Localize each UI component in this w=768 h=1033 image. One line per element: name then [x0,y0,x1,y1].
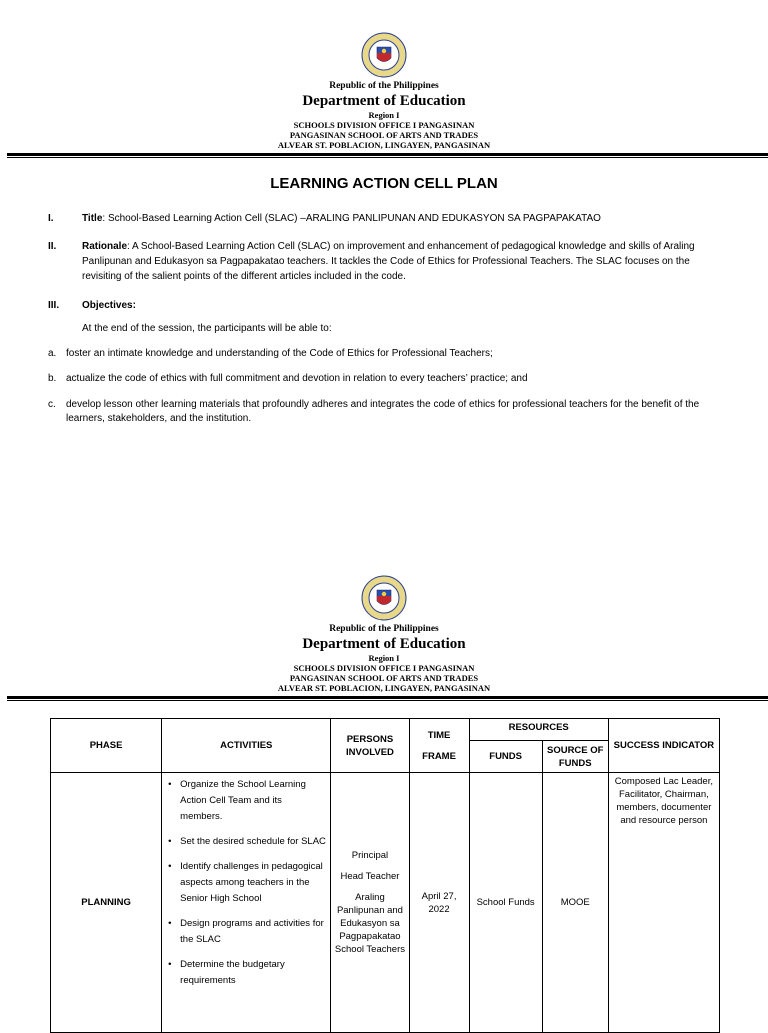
header-time-line1: TIME [427,729,451,741]
list-item: • Set the desired schedule for SLAC [180,834,326,850]
division-line: SCHOOLS DIVISION OFFICE I PANGASINAN [293,663,475,673]
header-source: SOURCE OF FUNDS [542,741,608,773]
section-number: I. [48,213,54,224]
list-item: • Design programs and activities for the SLAC [180,916,326,948]
objective-letter: a. [48,348,57,359]
department-name: Department of Education [302,636,466,652]
deped-seal-icon [361,32,407,78]
header-divider [7,153,768,158]
section-number: II. [48,241,57,252]
objective-text: actualize the code of ethics with full commitment and devotion in relation to every teachers’ practice; and [66,373,528,384]
letterhead-top [0,32,768,150]
objective-letter: b. [48,373,57,384]
success-cell: Composed Lac Leader, Facilitator, Chairman, members, documenter and resource person [608,773,719,1033]
header-time [409,719,469,773]
objective-item [48,398,738,426]
section-label: Rationale [82,241,128,252]
letterhead-page2 [0,575,768,693]
republic-line: Republic of the Philippines [329,81,439,91]
republic-line: Republic of the Philippines [329,624,439,634]
document-title: LEARNING ACTION CELL PLAN [270,175,498,192]
phase-cell: PLANNING [51,773,162,1033]
header-phase: PHASE [51,719,162,773]
activities-list [168,777,326,989]
header-funds: FUNDS [469,741,542,773]
objective-text: foster an intimate knowledge and understanding of the Code of Ethics for Professional Teachers; [66,348,493,359]
address-line: ALVEAR ST. POBLACION, LINGAYEN, PANGASINAN [277,140,491,150]
persons-cell [331,773,409,1033]
header-resources: RESOURCES [469,719,608,741]
header-time-line2: FRAME [422,750,456,762]
list-item: • Determine the budgetary requirements [180,957,326,989]
list-item: • Organize the School Learning Action Cell Team and its members. [180,777,326,825]
deped-seal-icon [361,575,407,621]
address-line: ALVEAR ST. POBLACION, LINGAYEN, PANGASINAN [277,683,491,693]
list-item: • Identify challenges in pedagogical aspects among teachers in the Senior High School [180,859,326,907]
objective-text: develop lesson other learning materials that profoundly adheres and integrates the code of ethics for professional teachers for the benefit of the learners, stakeholders, and the institution. [66,399,700,424]
activities-cell [162,773,331,1033]
objective-item [48,372,738,386]
section-rationale [48,239,728,284]
section-objectives [48,298,728,336]
header-divider [7,696,768,701]
section-label: Title [82,213,103,224]
lac-plan-table [50,718,720,1033]
section-text: : A School-Based Learning Action Cell (SLAC) on improvement and enhancement of pedagogical knowledge and skills of Araling Panlipunan and Edukasyon sa Pagpapakatao teachers. It tackles the Code of Ethics for Professional Teachers. The SLAC focuses on the revisiting of the salient points of the different articles included in the code. [82,241,695,282]
time-cell: April 27, 2022 [409,773,469,1033]
header-success: SUCCESS INDICATOR [608,719,719,773]
region-line: Region I [368,110,400,120]
objective-letter: c. [48,399,56,410]
table-row [51,773,720,1033]
department-name: Department of Education [302,93,466,109]
header-persons: PERSONS INVOLVED [331,719,409,773]
source-cell: MOOE [542,773,608,1033]
section-number: III. [48,300,60,311]
header-activities: ACTIVITIES [162,719,331,773]
school-line: PANGASINAN SCHOOL OF ARTS AND TRADES [289,673,479,683]
funds-cell: School Funds [469,773,542,1033]
person-entry: Principal [351,850,389,861]
objectives-intro: At the end of the session, the participants will be able to: [82,323,332,334]
person-entry: Head Teacher [340,871,400,882]
section-text: : School-Based Learning Action Cell (SLAC) –ARALING PANLIPUNAN AND EDUKASYON SA PAGPAPAKATAO [102,213,601,224]
school-line: PANGASINAN SCHOOL OF ARTS AND TRADES [289,130,479,140]
region-line: Region I [368,653,400,663]
division-line: SCHOOLS DIVISION OFFICE I PANGASINAN [293,120,475,130]
section-title [48,211,728,226]
section-label: Objectives: [82,300,136,311]
objective-item [48,347,738,361]
person-entry: Araling Panlipunan and Edukasyon sa Pagpapakatao School Teachers [334,892,405,955]
